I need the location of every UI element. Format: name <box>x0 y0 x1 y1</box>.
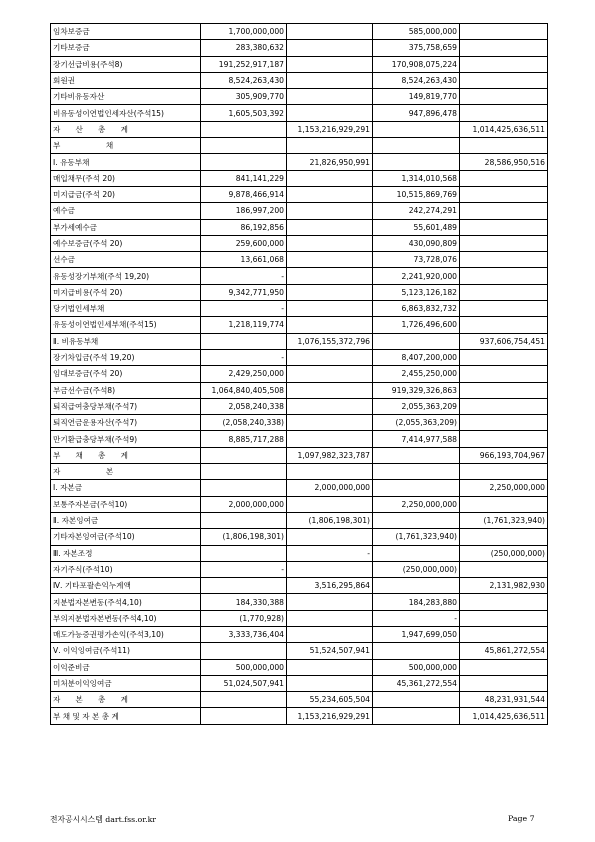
amount-cell <box>460 529 548 545</box>
table-row <box>51 496 548 512</box>
amount-cell <box>287 105 373 121</box>
table-row <box>51 529 548 545</box>
amount-cell: 1,097,982,323,787 <box>287 447 373 463</box>
table-row <box>51 447 548 463</box>
amount-cell: (250,000,000) <box>460 545 548 561</box>
amount-cell <box>201 121 287 137</box>
table-row <box>51 561 548 577</box>
amount-cell: 1,064,840,405,508 <box>201 382 287 398</box>
amount-cell <box>460 252 548 268</box>
amount-cell: 947,896,478 <box>373 105 460 121</box>
footer-page-number: Page 7 <box>508 814 535 823</box>
table-row <box>51 692 548 708</box>
table-row <box>51 301 548 317</box>
table-row <box>51 464 548 480</box>
table-row <box>51 154 548 170</box>
amount-cell: 28,586,950,516 <box>460 154 548 170</box>
amount-cell: 9,878,466,914 <box>201 186 287 202</box>
amount-cell: 1,014,425,636,511 <box>460 121 548 137</box>
amount-cell: (1,770,928) <box>201 610 287 626</box>
amount-cell: 149,819,770 <box>373 89 460 105</box>
row-label: Ⅳ. 기타포괄손익누계액 <box>51 578 201 594</box>
row-label: 기타자본잉여금(주석10) <box>51 529 201 545</box>
amount-cell <box>287 219 373 235</box>
amount-cell <box>287 24 373 40</box>
table-row <box>51 349 548 365</box>
amount-cell: 2,000,000,000 <box>287 480 373 496</box>
amount-cell <box>373 447 460 463</box>
amount-cell <box>460 72 548 88</box>
amount-cell: 48,231,931,544 <box>460 692 548 708</box>
amount-cell <box>287 72 373 88</box>
amount-cell <box>287 186 373 202</box>
amount-cell: - <box>201 301 287 317</box>
table-row <box>51 89 548 105</box>
amount-cell: 21,826,950,991 <box>287 154 373 170</box>
amount-cell <box>287 203 373 219</box>
amount-cell: 2,429,250,000 <box>201 366 287 382</box>
amount-cell <box>201 578 287 594</box>
amount-cell: 51,524,507,941 <box>287 643 373 659</box>
amount-cell <box>460 235 548 251</box>
amount-cell: 10,515,869,769 <box>373 186 460 202</box>
table-row <box>51 626 548 642</box>
amount-cell <box>373 333 460 349</box>
row-label: 퇴직급여충당부채(주석7) <box>51 398 201 414</box>
amount-cell: (1,806,198,301) <box>287 512 373 528</box>
amount-cell: 186,997,200 <box>201 203 287 219</box>
amount-cell <box>287 284 373 300</box>
row-label: 자 산 총 계 <box>51 121 201 137</box>
amount-cell <box>460 89 548 105</box>
table-row <box>51 512 548 528</box>
amount-cell <box>373 545 460 561</box>
table-row <box>51 105 548 121</box>
amount-cell <box>460 594 548 610</box>
amount-cell <box>287 138 373 154</box>
table-row <box>51 398 548 414</box>
amount-cell: 259,600,000 <box>201 235 287 251</box>
amount-cell <box>287 431 373 447</box>
row-label: Ⅴ. 이익잉여금(주석11) <box>51 643 201 659</box>
amount-cell <box>287 610 373 626</box>
amount-cell <box>460 366 548 382</box>
row-label: Ⅱ. 비유동부채 <box>51 333 201 349</box>
amount-cell <box>287 170 373 186</box>
amount-cell <box>460 138 548 154</box>
amount-cell <box>460 431 548 447</box>
amount-cell <box>460 317 548 333</box>
amount-cell <box>287 56 373 72</box>
table-row <box>51 235 548 251</box>
amount-cell: 937,606,754,451 <box>460 333 548 349</box>
amount-cell <box>201 464 287 480</box>
amount-cell: 8,524,263,430 <box>201 72 287 88</box>
amount-cell: (2,058,240,338) <box>201 415 287 431</box>
amount-cell: 1,947,699,050 <box>373 626 460 642</box>
row-label: 미지급금(주석 20) <box>51 186 201 202</box>
amount-cell: 8,885,717,288 <box>201 431 287 447</box>
amount-cell <box>287 89 373 105</box>
amount-cell: 2,250,000,000 <box>373 496 460 512</box>
table-row <box>51 138 548 154</box>
amount-cell: 1,314,010,568 <box>373 170 460 186</box>
amount-cell: 500,000,000 <box>373 659 460 675</box>
amount-cell <box>287 40 373 56</box>
amount-cell <box>287 561 373 577</box>
amount-cell <box>201 447 287 463</box>
amount-cell: 45,861,272,554 <box>460 643 548 659</box>
amount-cell: 2,250,000,000 <box>460 480 548 496</box>
amount-cell <box>373 643 460 659</box>
amount-cell <box>201 138 287 154</box>
amount-cell: 1,153,216,929,291 <box>287 121 373 137</box>
balance-sheet-table <box>50 23 548 725</box>
amount-cell <box>287 529 373 545</box>
amount-cell: 51,024,507,941 <box>201 675 287 691</box>
amount-cell: 2,131,982,930 <box>460 578 548 594</box>
amount-cell: - <box>373 610 460 626</box>
amount-cell: 2,055,363,209 <box>373 398 460 414</box>
amount-cell: 1,153,216,929,291 <box>287 708 373 724</box>
row-label: 장기선급비용(주석8) <box>51 56 201 72</box>
row-label: 이익준비금 <box>51 659 201 675</box>
amount-cell: 5,123,126,182 <box>373 284 460 300</box>
amount-cell <box>373 121 460 137</box>
amount-cell: 7,414,977,588 <box>373 431 460 447</box>
row-label: 장기차입금(주석 19,20) <box>51 349 201 365</box>
row-label: 부가세예수금 <box>51 219 201 235</box>
table-row <box>51 659 548 675</box>
amount-cell: (1,761,323,940) <box>373 529 460 545</box>
amount-cell: 8,524,263,430 <box>373 72 460 88</box>
amount-cell: 500,000,000 <box>201 659 287 675</box>
amount-cell: 585,000,000 <box>373 24 460 40</box>
amount-cell: 2,000,000,000 <box>201 496 287 512</box>
table-row <box>51 382 548 398</box>
amount-cell <box>287 626 373 642</box>
amount-cell <box>287 398 373 414</box>
amount-cell <box>460 626 548 642</box>
amount-cell <box>460 301 548 317</box>
amount-cell: 13,661,068 <box>201 252 287 268</box>
table-row <box>51 366 548 382</box>
amount-cell <box>373 708 460 724</box>
row-label: 임대보증금(주석 20) <box>51 366 201 382</box>
table-row <box>51 643 548 659</box>
row-label: 비유동성이연법인세자산(주석15) <box>51 105 201 121</box>
row-label: 부 채 총 계 <box>51 447 201 463</box>
amount-cell: - <box>201 268 287 284</box>
row-label: 만기환급충당부채(주석9) <box>51 431 201 447</box>
amount-cell: 430,090,809 <box>373 235 460 251</box>
row-label: 기타보증금 <box>51 40 201 56</box>
amount-cell: 1,726,496,600 <box>373 317 460 333</box>
amount-cell <box>287 349 373 365</box>
table-row <box>51 121 548 137</box>
amount-cell: 184,283,880 <box>373 594 460 610</box>
amount-cell <box>373 464 460 480</box>
amount-cell: 1,218,119,774 <box>201 317 287 333</box>
table-row <box>51 170 548 186</box>
row-label: 부 채 및 자 본 총 계 <box>51 708 201 724</box>
amount-cell <box>460 415 548 431</box>
table-row <box>51 186 548 202</box>
amount-cell: 2,455,250,000 <box>373 366 460 382</box>
table-row <box>51 480 548 496</box>
amount-cell <box>460 610 548 626</box>
row-label: Ⅰ. 유동부채 <box>51 154 201 170</box>
amount-cell: 2,058,240,338 <box>201 398 287 414</box>
row-label: 미처분이익잉여금 <box>51 675 201 691</box>
table-row <box>51 545 548 561</box>
amount-cell: (1,806,198,301) <box>201 529 287 545</box>
row-label: 지분법자본변동(주석4,10) <box>51 594 201 610</box>
table-row <box>51 40 548 56</box>
amount-cell <box>201 480 287 496</box>
row-label: Ⅰ. 자본금 <box>51 480 201 496</box>
amount-cell <box>287 235 373 251</box>
amount-cell: (250,000,000) <box>373 561 460 577</box>
amount-cell: 1,700,000,000 <box>201 24 287 40</box>
table-row <box>51 431 548 447</box>
amount-cell <box>460 186 548 202</box>
table-row <box>51 578 548 594</box>
amount-cell <box>460 284 548 300</box>
amount-cell: 966,193,704,967 <box>460 447 548 463</box>
row-label: 유동성장기부채(주석 19,20) <box>51 268 201 284</box>
amount-cell <box>287 252 373 268</box>
table-row <box>51 24 548 40</box>
table-row <box>51 252 548 268</box>
table-row <box>51 56 548 72</box>
amount-cell <box>287 366 373 382</box>
row-label: 회원권 <box>51 72 201 88</box>
amount-cell <box>287 675 373 691</box>
amount-cell <box>460 496 548 512</box>
table-row <box>51 594 548 610</box>
row-label: 부의지분법자본변동(주석4,10) <box>51 610 201 626</box>
amount-cell: - <box>201 349 287 365</box>
amount-cell: 305,909,770 <box>201 89 287 105</box>
amount-cell <box>287 317 373 333</box>
amount-cell <box>373 512 460 528</box>
amount-cell <box>287 415 373 431</box>
amount-cell: 6,863,832,732 <box>373 301 460 317</box>
amount-cell <box>287 464 373 480</box>
amount-cell <box>201 692 287 708</box>
footer-source: 전자공시시스템 dart.fss.or.kr <box>50 815 157 824</box>
amount-cell: 375,758,659 <box>373 40 460 56</box>
table-row <box>51 284 548 300</box>
row-label: 자 본 총 계 <box>51 692 201 708</box>
row-label: 자기주식(주석10) <box>51 561 201 577</box>
table-row <box>51 203 548 219</box>
amount-cell <box>460 349 548 365</box>
amount-cell <box>460 382 548 398</box>
amount-cell: 170,908,075,224 <box>373 56 460 72</box>
table-row <box>51 610 548 626</box>
row-label: 예수금 <box>51 203 201 219</box>
amount-cell: 86,192,856 <box>201 219 287 235</box>
row-label: 매도가능증권평가손익(주석3,10) <box>51 626 201 642</box>
amount-cell: 55,234,605,504 <box>287 692 373 708</box>
amount-cell: 3,516,295,864 <box>287 578 373 594</box>
row-label: 선수금 <box>51 252 201 268</box>
amount-cell: 73,728,076 <box>373 252 460 268</box>
amount-cell <box>460 675 548 691</box>
amount-cell: 919,329,326,863 <box>373 382 460 398</box>
amount-cell <box>287 496 373 512</box>
amount-cell <box>460 105 548 121</box>
amount-cell <box>460 268 548 284</box>
amount-cell <box>460 203 548 219</box>
table-row <box>51 219 548 235</box>
row-label: 당기법인세부채 <box>51 301 201 317</box>
amount-cell <box>460 219 548 235</box>
amount-cell: 3,333,736,404 <box>201 626 287 642</box>
amount-cell <box>460 24 548 40</box>
row-label: Ⅱ. 자본잉여금 <box>51 512 201 528</box>
row-label: 유동성이연법인세부채(주석15) <box>51 317 201 333</box>
row-label: 퇴직연금운용자산(주석7) <box>51 415 201 431</box>
amount-cell: 1,014,425,636,511 <box>460 708 548 724</box>
amount-cell: 8,407,200,000 <box>373 349 460 365</box>
row-label: 자 본 <box>51 464 201 480</box>
row-label: 예수보증금(주석 20) <box>51 235 201 251</box>
row-label: 보통주자본금(주석10) <box>51 496 201 512</box>
amount-cell <box>201 512 287 528</box>
amount-cell: 841,141,229 <box>201 170 287 186</box>
row-label: 부 채 <box>51 138 201 154</box>
amount-cell: 242,274,291 <box>373 203 460 219</box>
amount-cell <box>201 643 287 659</box>
amount-cell <box>373 692 460 708</box>
amount-cell: 1,076,155,372,796 <box>287 333 373 349</box>
row-label: 매입채무(주석 20) <box>51 170 201 186</box>
amount-cell <box>201 333 287 349</box>
amount-cell <box>287 301 373 317</box>
amount-cell <box>460 40 548 56</box>
amount-cell <box>287 659 373 675</box>
amount-cell: 9,342,771,950 <box>201 284 287 300</box>
table-row <box>51 268 548 284</box>
row-label: 기타비유동자산 <box>51 89 201 105</box>
amount-cell: 283,380,632 <box>201 40 287 56</box>
amount-cell <box>460 170 548 186</box>
row-label: Ⅲ. 자본조정 <box>51 545 201 561</box>
amount-cell: 2,241,920,000 <box>373 268 460 284</box>
amount-cell <box>460 56 548 72</box>
amount-cell <box>201 545 287 561</box>
amount-cell <box>460 659 548 675</box>
amount-cell <box>287 382 373 398</box>
amount-cell <box>460 561 548 577</box>
amount-cell <box>373 138 460 154</box>
amount-cell <box>460 464 548 480</box>
amount-cell <box>201 708 287 724</box>
amount-cell <box>287 594 373 610</box>
amount-cell: (1,761,323,940) <box>460 512 548 528</box>
amount-cell <box>287 268 373 284</box>
table-row <box>51 708 548 724</box>
table-row <box>51 675 548 691</box>
table-row <box>51 333 548 349</box>
amount-cell: (2,055,363,209) <box>373 415 460 431</box>
row-label: 미지급비용(주석 20) <box>51 284 201 300</box>
amount-cell <box>373 578 460 594</box>
amount-cell <box>460 398 548 414</box>
amount-cell: 55,601,489 <box>373 219 460 235</box>
amount-cell: 1,605,503,392 <box>201 105 287 121</box>
table-row <box>51 72 548 88</box>
amount-cell: - <box>201 561 287 577</box>
amount-cell: - <box>287 545 373 561</box>
amount-cell: 45,361,272,554 <box>373 675 460 691</box>
amount-cell: 191,252,917,187 <box>201 56 287 72</box>
row-label: 부금선수금(주석8) <box>51 382 201 398</box>
table-row <box>51 317 548 333</box>
amount-cell <box>201 154 287 170</box>
amount-cell <box>373 154 460 170</box>
amount-cell <box>373 480 460 496</box>
table-row <box>51 415 548 431</box>
amount-cell: 184,330,388 <box>201 594 287 610</box>
row-label: 임차보증금 <box>51 24 201 40</box>
balance-sheet-body <box>51 24 548 725</box>
